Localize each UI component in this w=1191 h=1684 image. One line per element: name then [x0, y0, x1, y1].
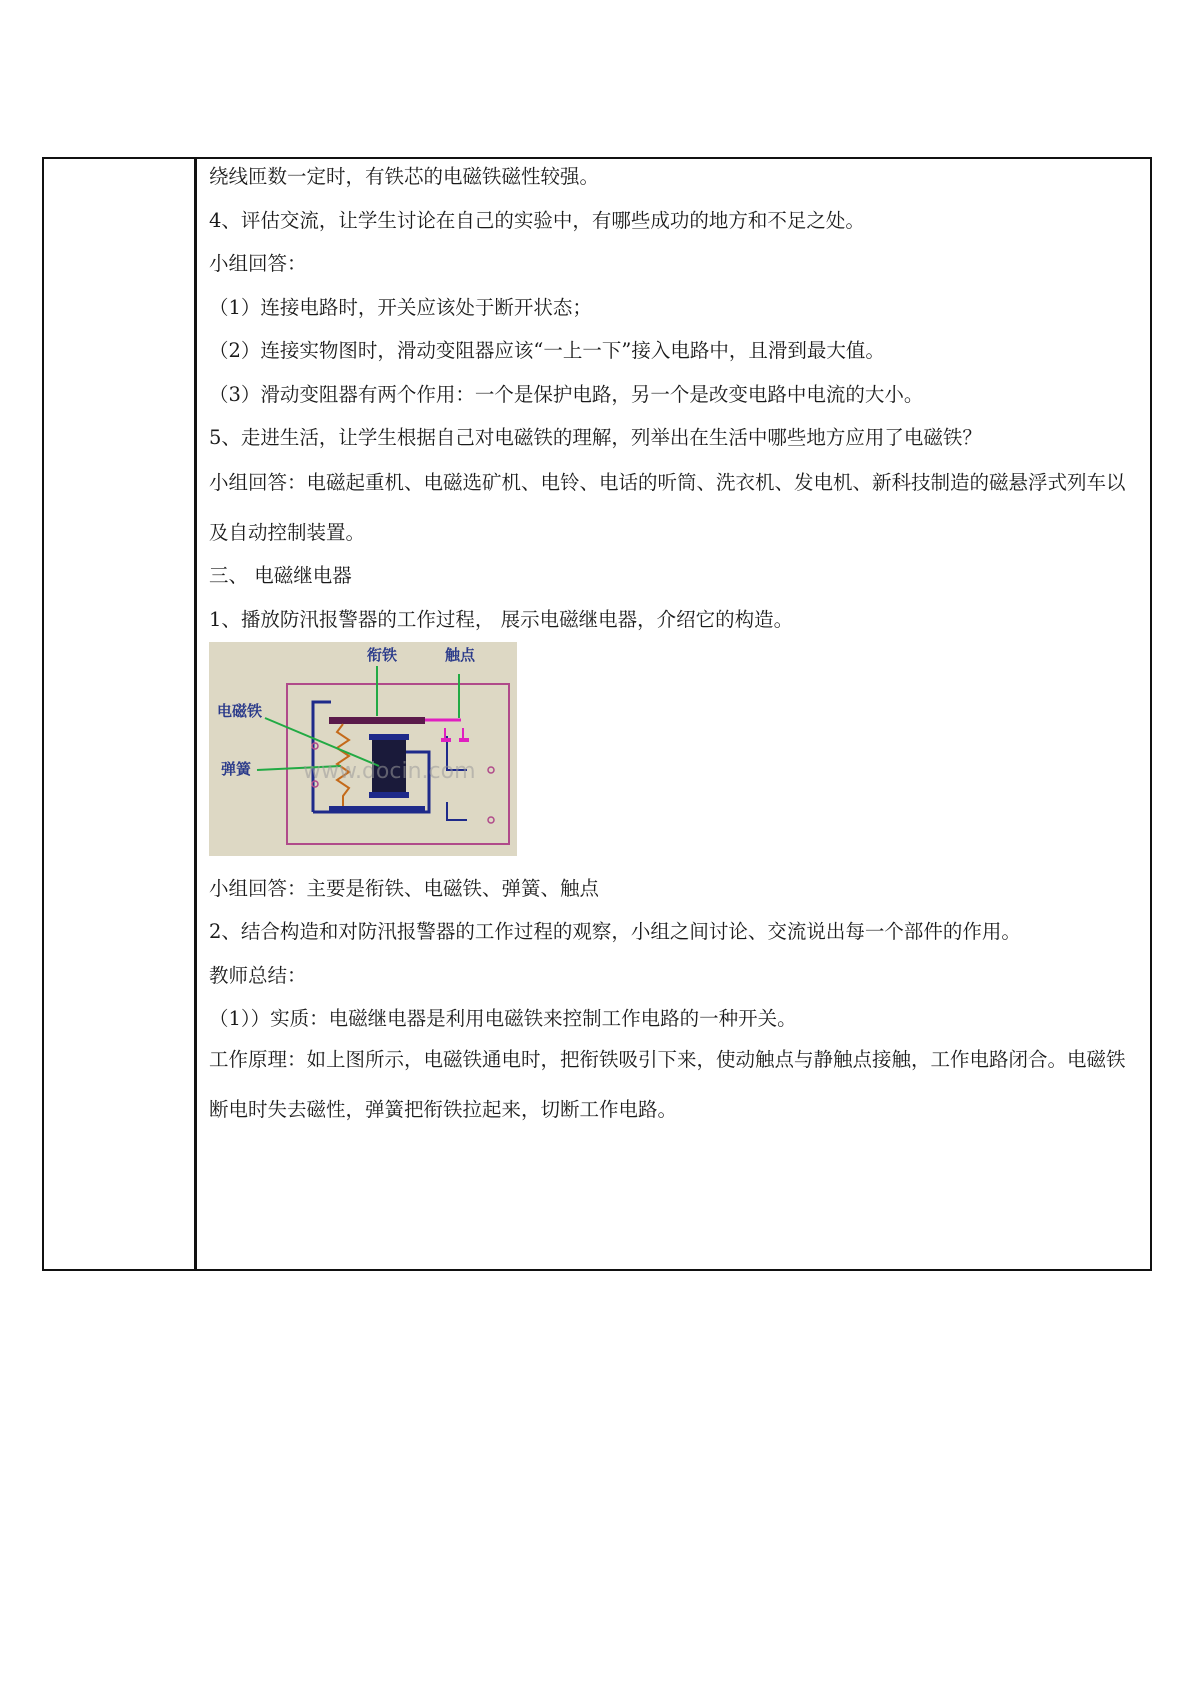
text-paragraph: 小组回答：电磁起重机、电磁选矿机、电铃、电话的听筒、洗衣机、发电机、新科技制造的磁悬浮式列车以及自动控制装置。 [209, 471, 1126, 544]
relay-diagram-svg [209, 642, 517, 856]
table-right-column [197, 159, 1150, 1269]
text-line: 教师总结： [209, 963, 307, 987]
text-line: 绕线匝数一定时，有铁芯的电磁铁磁性较强。 [209, 165, 600, 188]
label-contact: 触点 [445, 645, 476, 664]
text-line: （1））实质：电磁继电器是利用电磁铁来控制工作电路的一种开关。 [209, 1007, 797, 1030]
label-armature: 衔铁 [367, 645, 398, 664]
text-line: 小组回答：主要是衔铁、电磁铁、弹簧、触点 [209, 876, 600, 900]
section-heading: 三、 电磁继电器 [209, 564, 352, 587]
text-line: 4、评估交流，让学生讨论在自己的实验中，有哪些成功的地方和不足之处。 [209, 208, 865, 232]
relay-diagram [209, 642, 517, 856]
text-line: （2）连接实物图时，滑动变阻器应该“一上一下”接入电路中，且滑到最大值。 [209, 339, 885, 362]
text-line: （3）滑动变阻器有两个作用：一个是保护电路，另一个是改变电路中电流的大小。 [209, 382, 924, 406]
label-electromagnet: 电磁铁 [217, 701, 263, 720]
text-line: 5、走进生活，让学生根据自己对电磁铁的理解，列举出在生活中哪些地方应用了电磁铁？ [209, 426, 982, 449]
text-line: 小组回答： [209, 252, 307, 275]
label-spring: 弹簧 [221, 759, 252, 778]
text-paragraph: 工作原理：如上图所示，电磁铁通电时，把衔铁吸引下来，使动触点与静触点接触，工作电路闭合。电磁铁断电时失去磁性，弹簧把衔铁拉起来，切断工作电路。 [209, 1048, 1126, 1121]
content-table [42, 157, 1152, 1271]
text-line: 1、播放防汛报警器的工作过程， 展示电磁继电器，介绍它的构造。 [209, 607, 794, 631]
text-line: （1）连接电路时，开关应该处于断开状态； [209, 295, 592, 319]
table-left-column [44, 159, 197, 1269]
watermark: www.docin.com [303, 758, 476, 784]
text-line: 2、结合构造和对防汛报警器的工作过程的观察，小组之间讨论、交流说出每一个部件的作用。 [209, 920, 1021, 943]
